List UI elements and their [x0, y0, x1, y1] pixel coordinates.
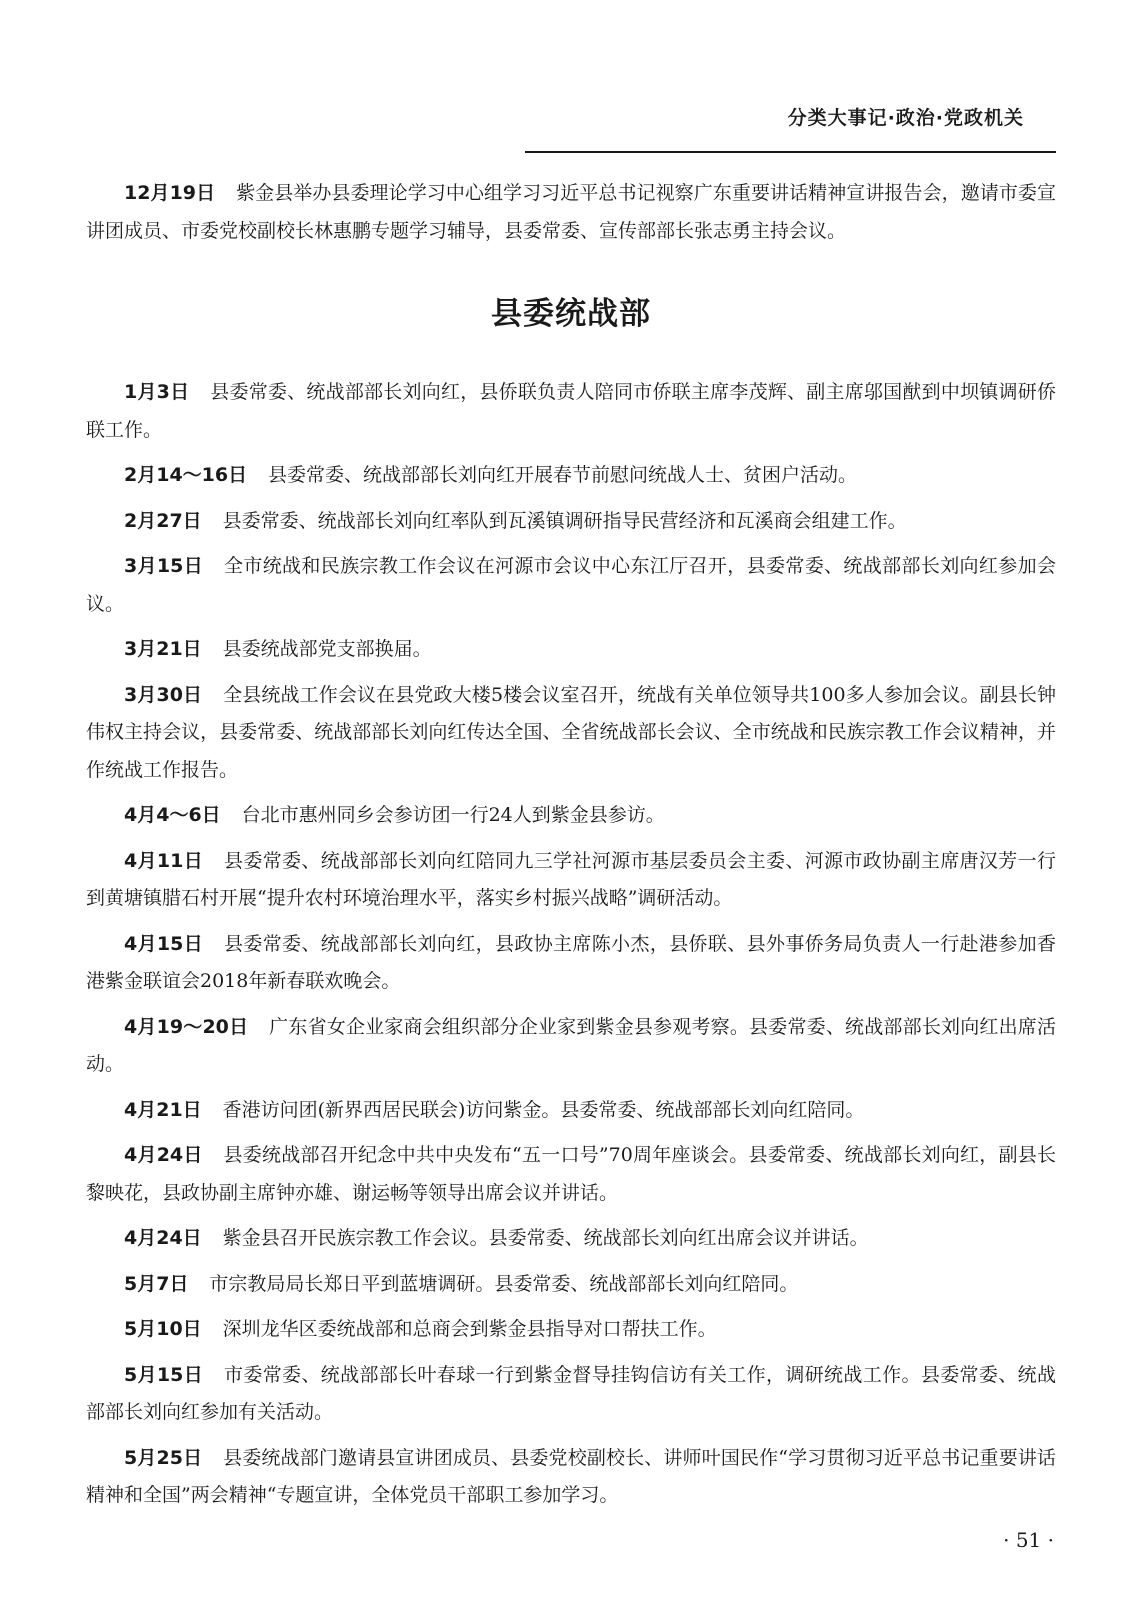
- list-item: [86, 843, 1056, 918]
- list-item: [86, 374, 1056, 449]
- entry-text: 紫金县召开民族宗教工作会议。县委常委、统战部长刘向红出席会议并讲话。: [222, 1227, 869, 1249]
- intro-entry: [86, 175, 1056, 250]
- entry-text: 全市统战和民族宗教工作会议在河源市会议中心东江厅召开，县委常委、统战部部长刘向红参加会议。: [86, 555, 1056, 615]
- entry-date: 4月24日: [124, 1144, 203, 1166]
- entry-date: 2月27日: [124, 509, 202, 532]
- list-item: [86, 1357, 1056, 1432]
- entry-text: 县委常委、统战部部长刘向红，县侨联负责人陪同市侨联主席李茂辉、副主席邬国猷到中坝镇调研侨联工作。: [86, 381, 1056, 441]
- entry-date: 5月15日: [124, 1363, 204, 1386]
- entry-date: 4月19～20日: [124, 1015, 249, 1038]
- entry-text: 县委常委、统战部部长刘向红开展春节前慰问统战人士、贫困户活动。: [268, 464, 858, 486]
- page-content: [86, 175, 1056, 1523]
- list-item: [86, 503, 1056, 541]
- entry-text: 台北市惠州同乡会参访团一行24人到紫金县参访。: [241, 804, 665, 826]
- entry-text: 紫金县举办县委理论学习中心组学习习近平总书记视察广东重要讲话精神宣讲报告会，邀请市委宣讲团成员、市委党校副校长林惠鹏专题学习辅导，县委常委、宣传部部长张志勇主持会议。: [86, 182, 1056, 242]
- entry-date: 4月24日: [124, 1227, 202, 1249]
- entry-date: 5月7日: [124, 1272, 189, 1295]
- entry-text: 县委统战部党支部换届。: [222, 638, 432, 660]
- list-item: [86, 1440, 1056, 1515]
- entry-date: 2月14～16日: [124, 464, 248, 486]
- list-item: [86, 1220, 1056, 1258]
- entry-date: 4月11日: [124, 849, 204, 872]
- list-item: [86, 926, 1056, 1001]
- entry-date: 4月21日: [124, 1098, 202, 1121]
- entry-date: 4月15日: [124, 932, 204, 955]
- list-item: [86, 457, 1056, 495]
- entry-text: 广东省女企业家商会组织部分企业家到紫金县参观考察。县委常委、统战部部长刘向红出席活动。: [86, 1015, 1056, 1075]
- list-item: [86, 548, 1056, 623]
- list-item: [86, 1137, 1056, 1212]
- entry-date: 3月15日: [124, 555, 204, 577]
- list-item: [86, 1266, 1056, 1304]
- entry-date: 5月25日: [124, 1446, 203, 1469]
- entry-text: 县委常委、统战部部长刘向红陪同九三学社河源市基层委员会主委、河源市政协副主席唐汉芳一行到黄塘镇腊石村开展“提升农村环境治理水平，落实乡村振兴战略”调研活动。: [86, 849, 1056, 909]
- entry-date: 3月30日: [124, 683, 203, 706]
- section-title: 县委统战部: [491, 296, 651, 332]
- list-item: [86, 1009, 1056, 1084]
- entry-text: 县委常委、统战部部长刘向红，县政协主席陈小杰，县侨联、县外事侨务局负责人一行赴港参加香港紫金联谊会2018年新春联欢晚会。: [86, 932, 1056, 992]
- entry-date: 5月10日: [124, 1318, 202, 1340]
- entry-text: 深圳龙华区委统战部和总商会到紫金县指导对口帮扶工作。: [222, 1318, 717, 1340]
- entry-text: 市委常委、统战部部长叶春球一行到紫金督导挂钩信访有关工作，调研统战工作。县委常委、统战部部长刘向红参加有关活动。: [86, 1363, 1056, 1423]
- list-item: [86, 1311, 1056, 1349]
- entry-date: 3月21日: [124, 638, 202, 660]
- list-item: [86, 631, 1056, 669]
- entry-text: 县委统战部门邀请县宣讲团成员、县委党校副校长、讲师叶国民作“学习贯彻习近平总书记重要讲话精神和全国”两会精神“专题宣讲，全体党员干部职工参加学习。: [86, 1446, 1056, 1506]
- entries-list: [86, 374, 1056, 1515]
- entry-text: 县委常委、统战部长刘向红率队到瓦溪镇调研指导民营经济和瓦溪商会组建工作。: [222, 509, 907, 532]
- entry-text: 全县统战工作会议在县党政大楼5楼会议室召开，统战有关单位领导共100多人参加会议。副县长钟伟权主持会议，县委常委、统战部部长刘向红传达全国、全省统战部长会议、全市统战和民族宗教工作会议精神，并作统战工作报告。: [86, 683, 1056, 781]
- entry-date: 4月4～6日: [124, 804, 221, 826]
- entry-text: 县委统战部召开纪念中共中央发布“五一口号”70周年座谈会。县委常委、统战部长刘向红，副县长黎映花，县政协副主席钟亦雄、谢运畅等领导出席会议并讲话。: [86, 1144, 1056, 1204]
- entry-text: 香港访问团(新界西居民联会)访问紫金。县委常委、统战部部长刘向红陪同。: [222, 1098, 865, 1121]
- list-item: [86, 1092, 1056, 1130]
- entry-text: 市宗教局局长郑日平到蓝塘调研。县委常委、统战部部长刘向红陪同。: [209, 1272, 799, 1295]
- list-item: [86, 677, 1056, 790]
- entry-date: 1月3日: [124, 381, 190, 403]
- entry-date: 12月19日: [124, 182, 216, 204]
- list-item: [86, 797, 1056, 835]
- page-number: · 51 ·: [1003, 1528, 1054, 1552]
- header-rule: [525, 151, 1056, 153]
- running-head: 分类大事记·政治·党政机关: [787, 107, 1024, 129]
